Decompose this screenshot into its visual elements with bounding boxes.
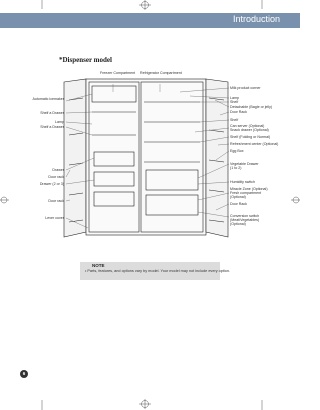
label-door-rack-right-lower: Door Rack	[230, 202, 247, 206]
label-lamp-right: Lamp	[230, 96, 239, 100]
section-title: *Dispenser model	[59, 56, 112, 64]
note-box	[80, 262, 231, 280]
label-shelf-middle: Shelf	[230, 118, 239, 122]
label-refreshment-center: Refreshment center (Optional)	[230, 142, 279, 146]
label-lamp-left: Lamp	[55, 120, 64, 124]
label-automatic-icemaker: Automatic icemaker	[32, 97, 64, 101]
label-conversion-switch: Conversion switch (Meat/Vegetables) (Optional)	[230, 214, 260, 226]
label-door-rack-left-lower: Door rack	[48, 199, 64, 203]
label-freezer-compartment: Freezer Compartment	[100, 71, 136, 75]
label-door-rack-left-upper: Door rack	[48, 175, 64, 179]
page-number: 6	[20, 370, 28, 378]
label-shelf-drawer-lower: Shelf a Drawer	[40, 125, 64, 129]
label-detachable: Detachable (Bagle or jelly)	[230, 105, 273, 109]
label-miracle-zone: Miracle Zone (Optional) Fresh compartment (Optional)	[230, 187, 268, 199]
label-milk-product-corner: Milk product corner	[230, 86, 261, 90]
label-can-server-snack-drawer: Can server (Optional) Snack drawer (Optional)	[230, 124, 269, 132]
header-title: Introduction	[232, 14, 280, 24]
label-drawer-2-or-3: Drawer (2 or 3)	[39, 182, 64, 186]
label-shelf-upper: Shelf	[230, 100, 239, 104]
note-text: • Parts, features, and options vary by model. Your model may not include every option.	[85, 269, 231, 273]
label-door-rack-right-upper: Door Rack	[230, 110, 247, 114]
note-title: NOTE	[92, 263, 105, 268]
label-lever-cover: Lever cover	[45, 216, 64, 220]
label-shelf-drawer-upper: Shelf a Drawer	[40, 111, 64, 115]
label-humidity-switch: Humidity switch	[230, 180, 255, 184]
label-drawer: Drawer	[52, 168, 64, 172]
label-vegetable-drawer: Vegetable Drawer (1 to 2)	[230, 162, 259, 170]
label-shelf-folding: Shelf (Folding or Normal)	[230, 135, 271, 139]
label-egg-box: Egg Box	[230, 149, 244, 153]
label-refrigerator-compartment: Refrigerator Compartment	[140, 71, 182, 75]
